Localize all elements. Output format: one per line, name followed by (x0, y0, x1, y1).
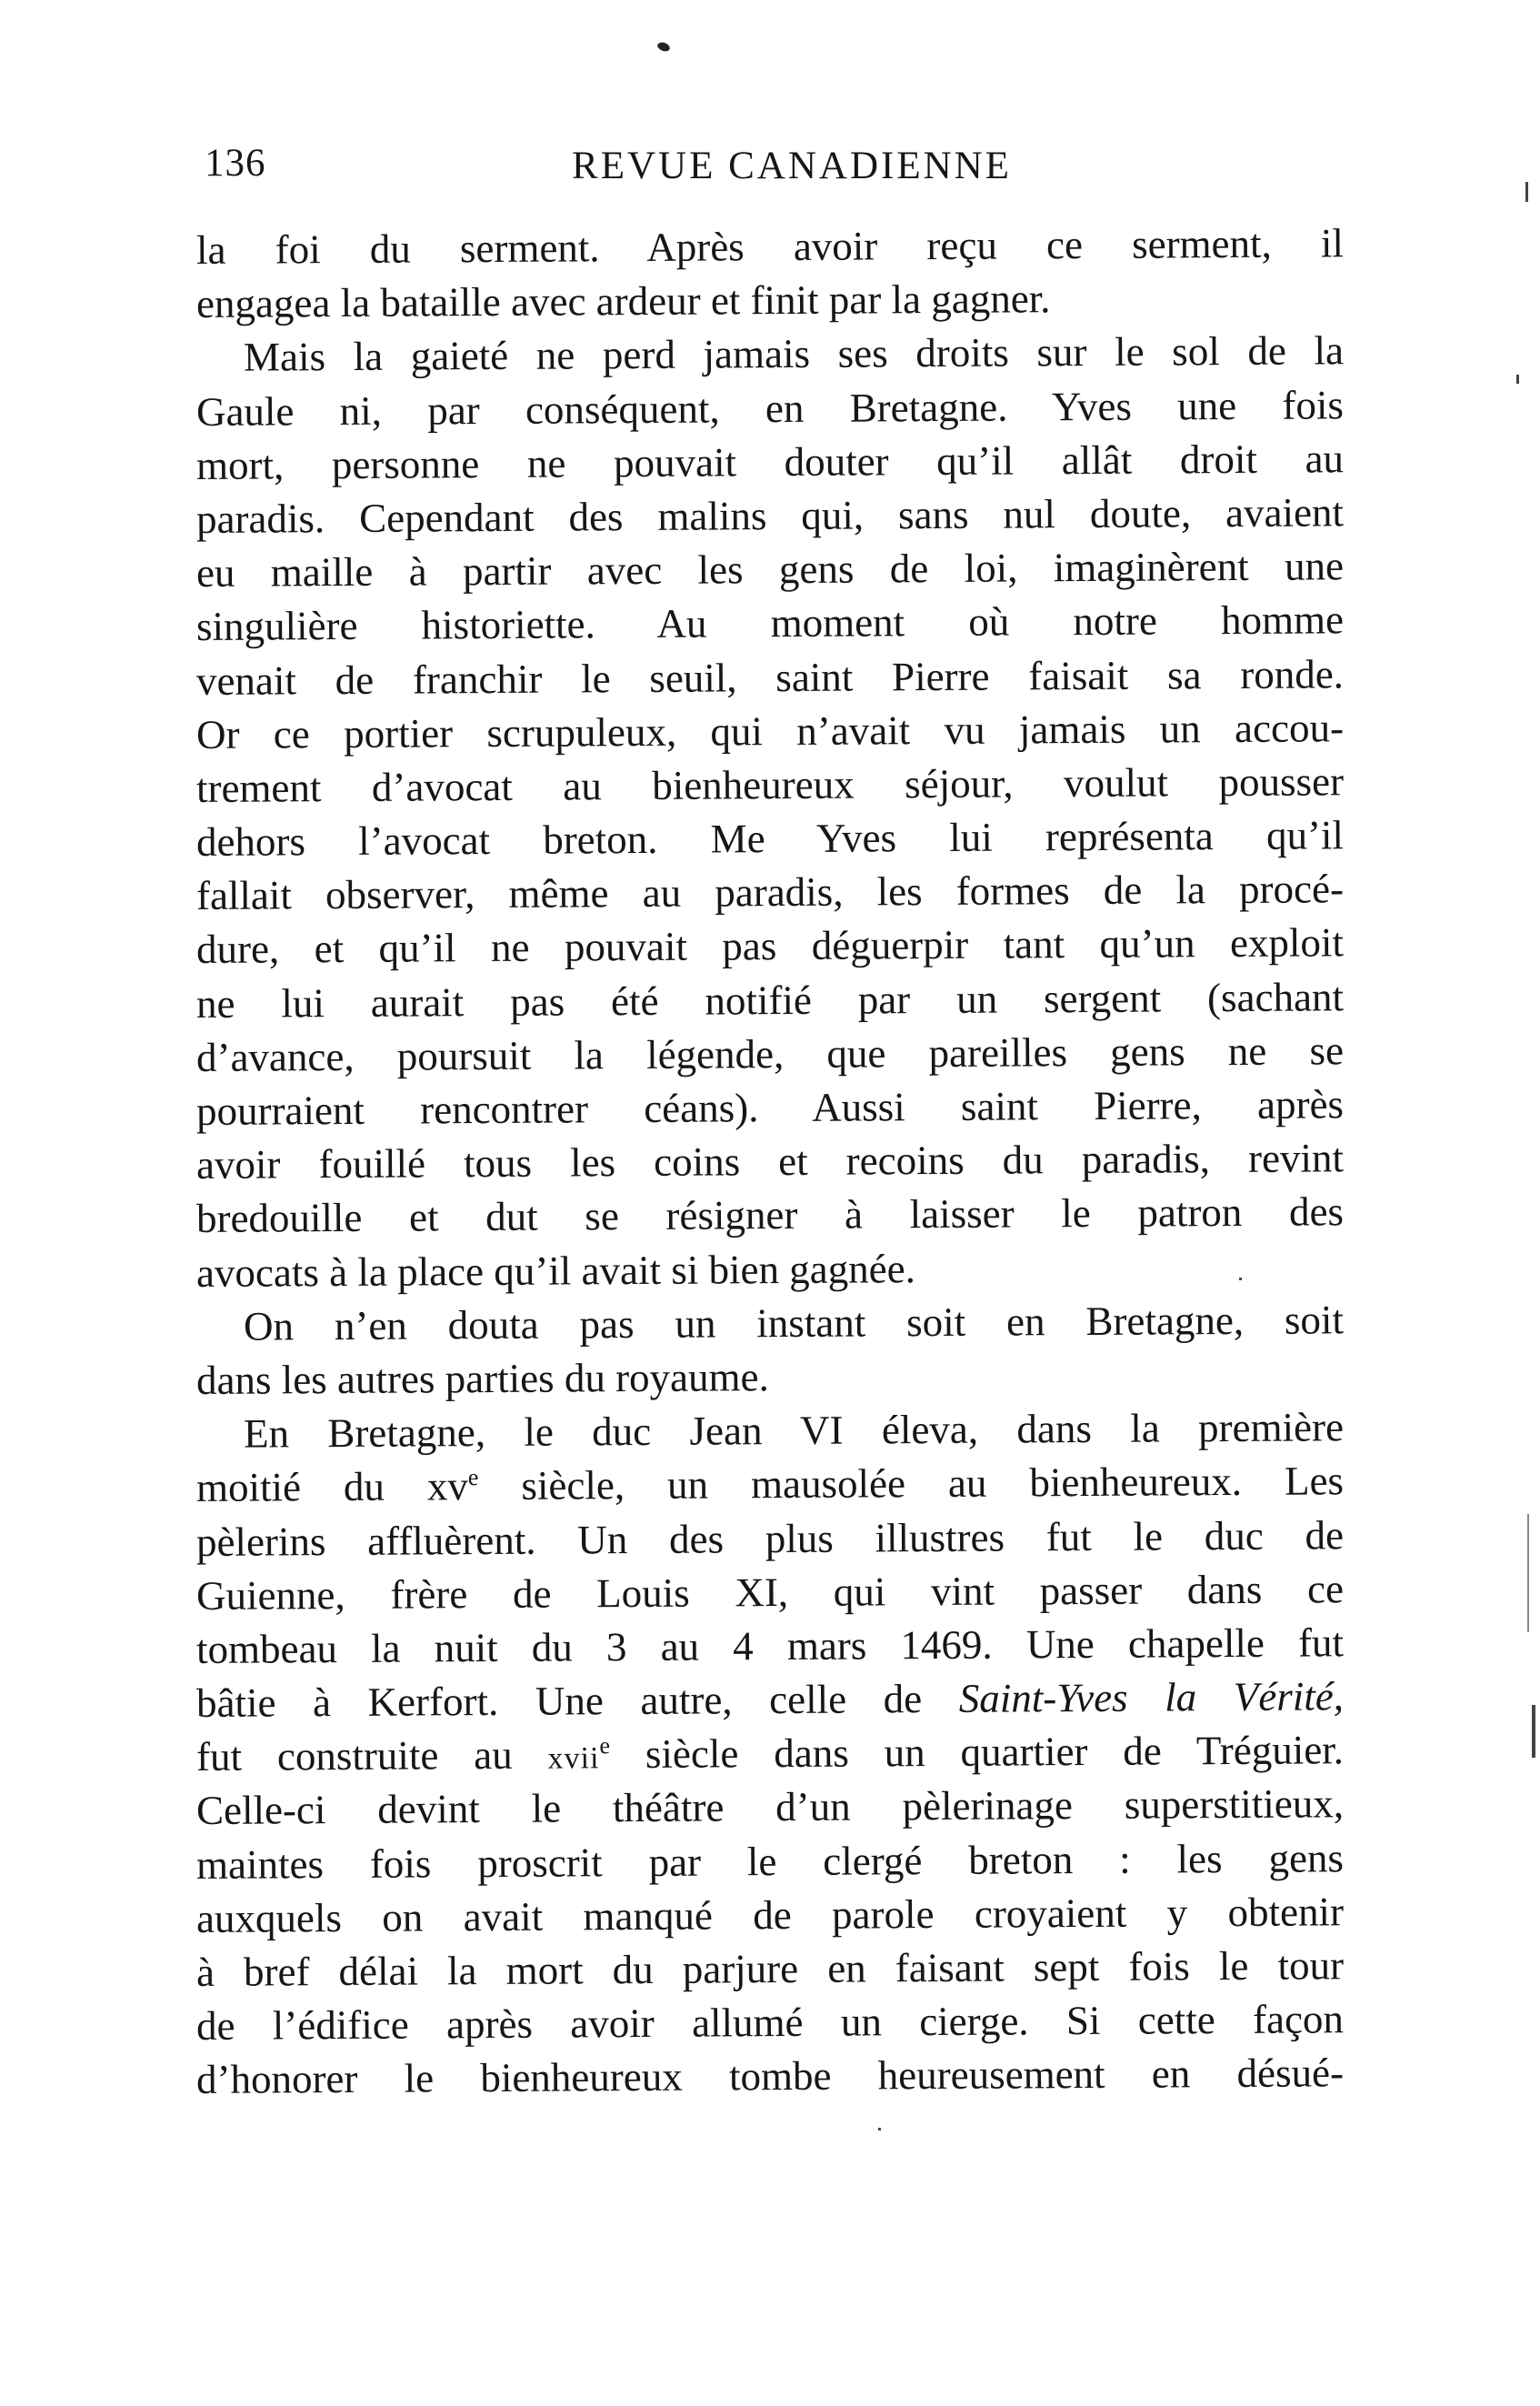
text-run: fut construite au (195, 1731, 548, 1780)
text-line: En Bretagne, le duc Jean VI éleva, dans la première (243, 1404, 1345, 1457)
text-line: d’avance, poursuit la légende, que pareilles gens ne se (195, 1028, 1345, 1080)
text-line: dehors l’avocat breton. Me Yves lui représenta qu’il (195, 812, 1345, 866)
text-line: dans les autres parties du royaume. (195, 1354, 769, 1403)
text-line: bredouille et dut se résigner à laisser le patron des (195, 1188, 1345, 1242)
text-line: avocats à la place qu’il avait si bien gagnée. (195, 1245, 916, 1296)
text-line: On n’en douta pas un instant soit en Bretagne, soit (243, 1297, 1345, 1349)
page-header (205, 141, 1343, 195)
text-run: moitié du xv (195, 1463, 469, 1511)
text-line: Celle-ci devint le théâtre d’un pèlerinage superstitieux, (195, 1780, 1345, 1834)
text-line: avoir fouillé tous les coins et recoins du paradis, revint (195, 1135, 1345, 1188)
text-line (196, 1669, 1344, 1730)
text-line: paradis. Cependant des malins qui, sans nul doute, avaient (195, 489, 1345, 542)
running-title: REVUE CANADIENNE (572, 145, 1012, 187)
text-line: Mais la gaieté ne perd jamais ses droits sur le sol de la (243, 327, 1345, 381)
scan-mark (1525, 182, 1528, 202)
text-line: singulière historiette. Au moment où notre homme (195, 596, 1345, 650)
text-line (196, 1724, 1344, 1785)
text-line: mort, personne ne pouvait douter qu’il allât droit au (195, 436, 1345, 488)
text-line: trement d’avocat au bienheureux séjour, voulut pousser (195, 758, 1345, 811)
text-run: siècle dans un quartier de Tréguier. (609, 1727, 1345, 1778)
text-line: ne lui aurait pas été notifié par un sergent (sachant (195, 973, 1345, 1027)
text-line: auxquels on avait manqué de parole croyaient y obtenir (195, 1889, 1345, 1941)
text-line: à bref délai la mort du parjure en faisant sept fois le tour (195, 1942, 1345, 1995)
text-run: bâtie à Kerfort. Une autre, celle de (195, 1675, 959, 1727)
text-line: Guienne, frère de Louis XI, qui vint passer dans ce (195, 1565, 1345, 1619)
scan-mark (878, 2128, 881, 2130)
text-line: tombeau la nuit du 3 au 4 mars 1469. Une chapelle fut (195, 1619, 1345, 1672)
text-line: engagea la bataille avec ardeur et finit par la gagner. (195, 276, 1051, 327)
text-line: Or ce portier scrupuleux, qui n’avait vu jamais un accou- (195, 704, 1345, 757)
text-line: pourraient rencontrer céans). Aussi saint Pierre, après (195, 1081, 1345, 1134)
text-line: dure, et qu’il ne pouvait pas déguerpir tant qu’un exploit (195, 919, 1345, 973)
text-line: de l’édifice après avoir allumé un cierge. Si cette façon (195, 1996, 1345, 2050)
superscript: e (599, 1732, 611, 1759)
text-line (196, 1455, 1344, 1516)
text-line: pèlerins affluèrent. Un des plus illustres fut le duc de (195, 1511, 1345, 1565)
ink-speck (656, 41, 671, 53)
text-line: la foi du serment. Après avoir reçu ce serment, il (195, 220, 1345, 273)
text-line: fallait observer, même au paradis, les formes de la procé- (195, 866, 1345, 919)
superscript: e (467, 1464, 479, 1491)
scan-mark (1516, 375, 1519, 384)
scan-mark (1532, 1705, 1535, 1758)
text-line: d’honorer le bienheureux tombe heureusement en désué- (195, 2050, 1345, 2103)
italic-text: Saint-Yves la Vérité, (958, 1673, 1345, 1721)
text-line: eu maille à partir avec les gens de loi, imaginèrent une (195, 543, 1345, 596)
body-text (195, 220, 1345, 2108)
scan-mark (1527, 1514, 1529, 1632)
page-number: 136 (205, 142, 266, 185)
text-line: maintes fois proscrit par le clergé breton : les gens (195, 1834, 1345, 1888)
text-line: venait de franchir le seuil, saint Pierre faisait sa ronde. (195, 650, 1345, 704)
small-caps-text: xvii (547, 1741, 600, 1776)
text-line: Gaule ni, par conséquent, en Bretagne. Yves une fois (195, 381, 1345, 435)
text-run: siècle, un mausolée au bienheureux. Les (478, 1458, 1345, 1509)
scan-mark (1239, 1278, 1242, 1280)
